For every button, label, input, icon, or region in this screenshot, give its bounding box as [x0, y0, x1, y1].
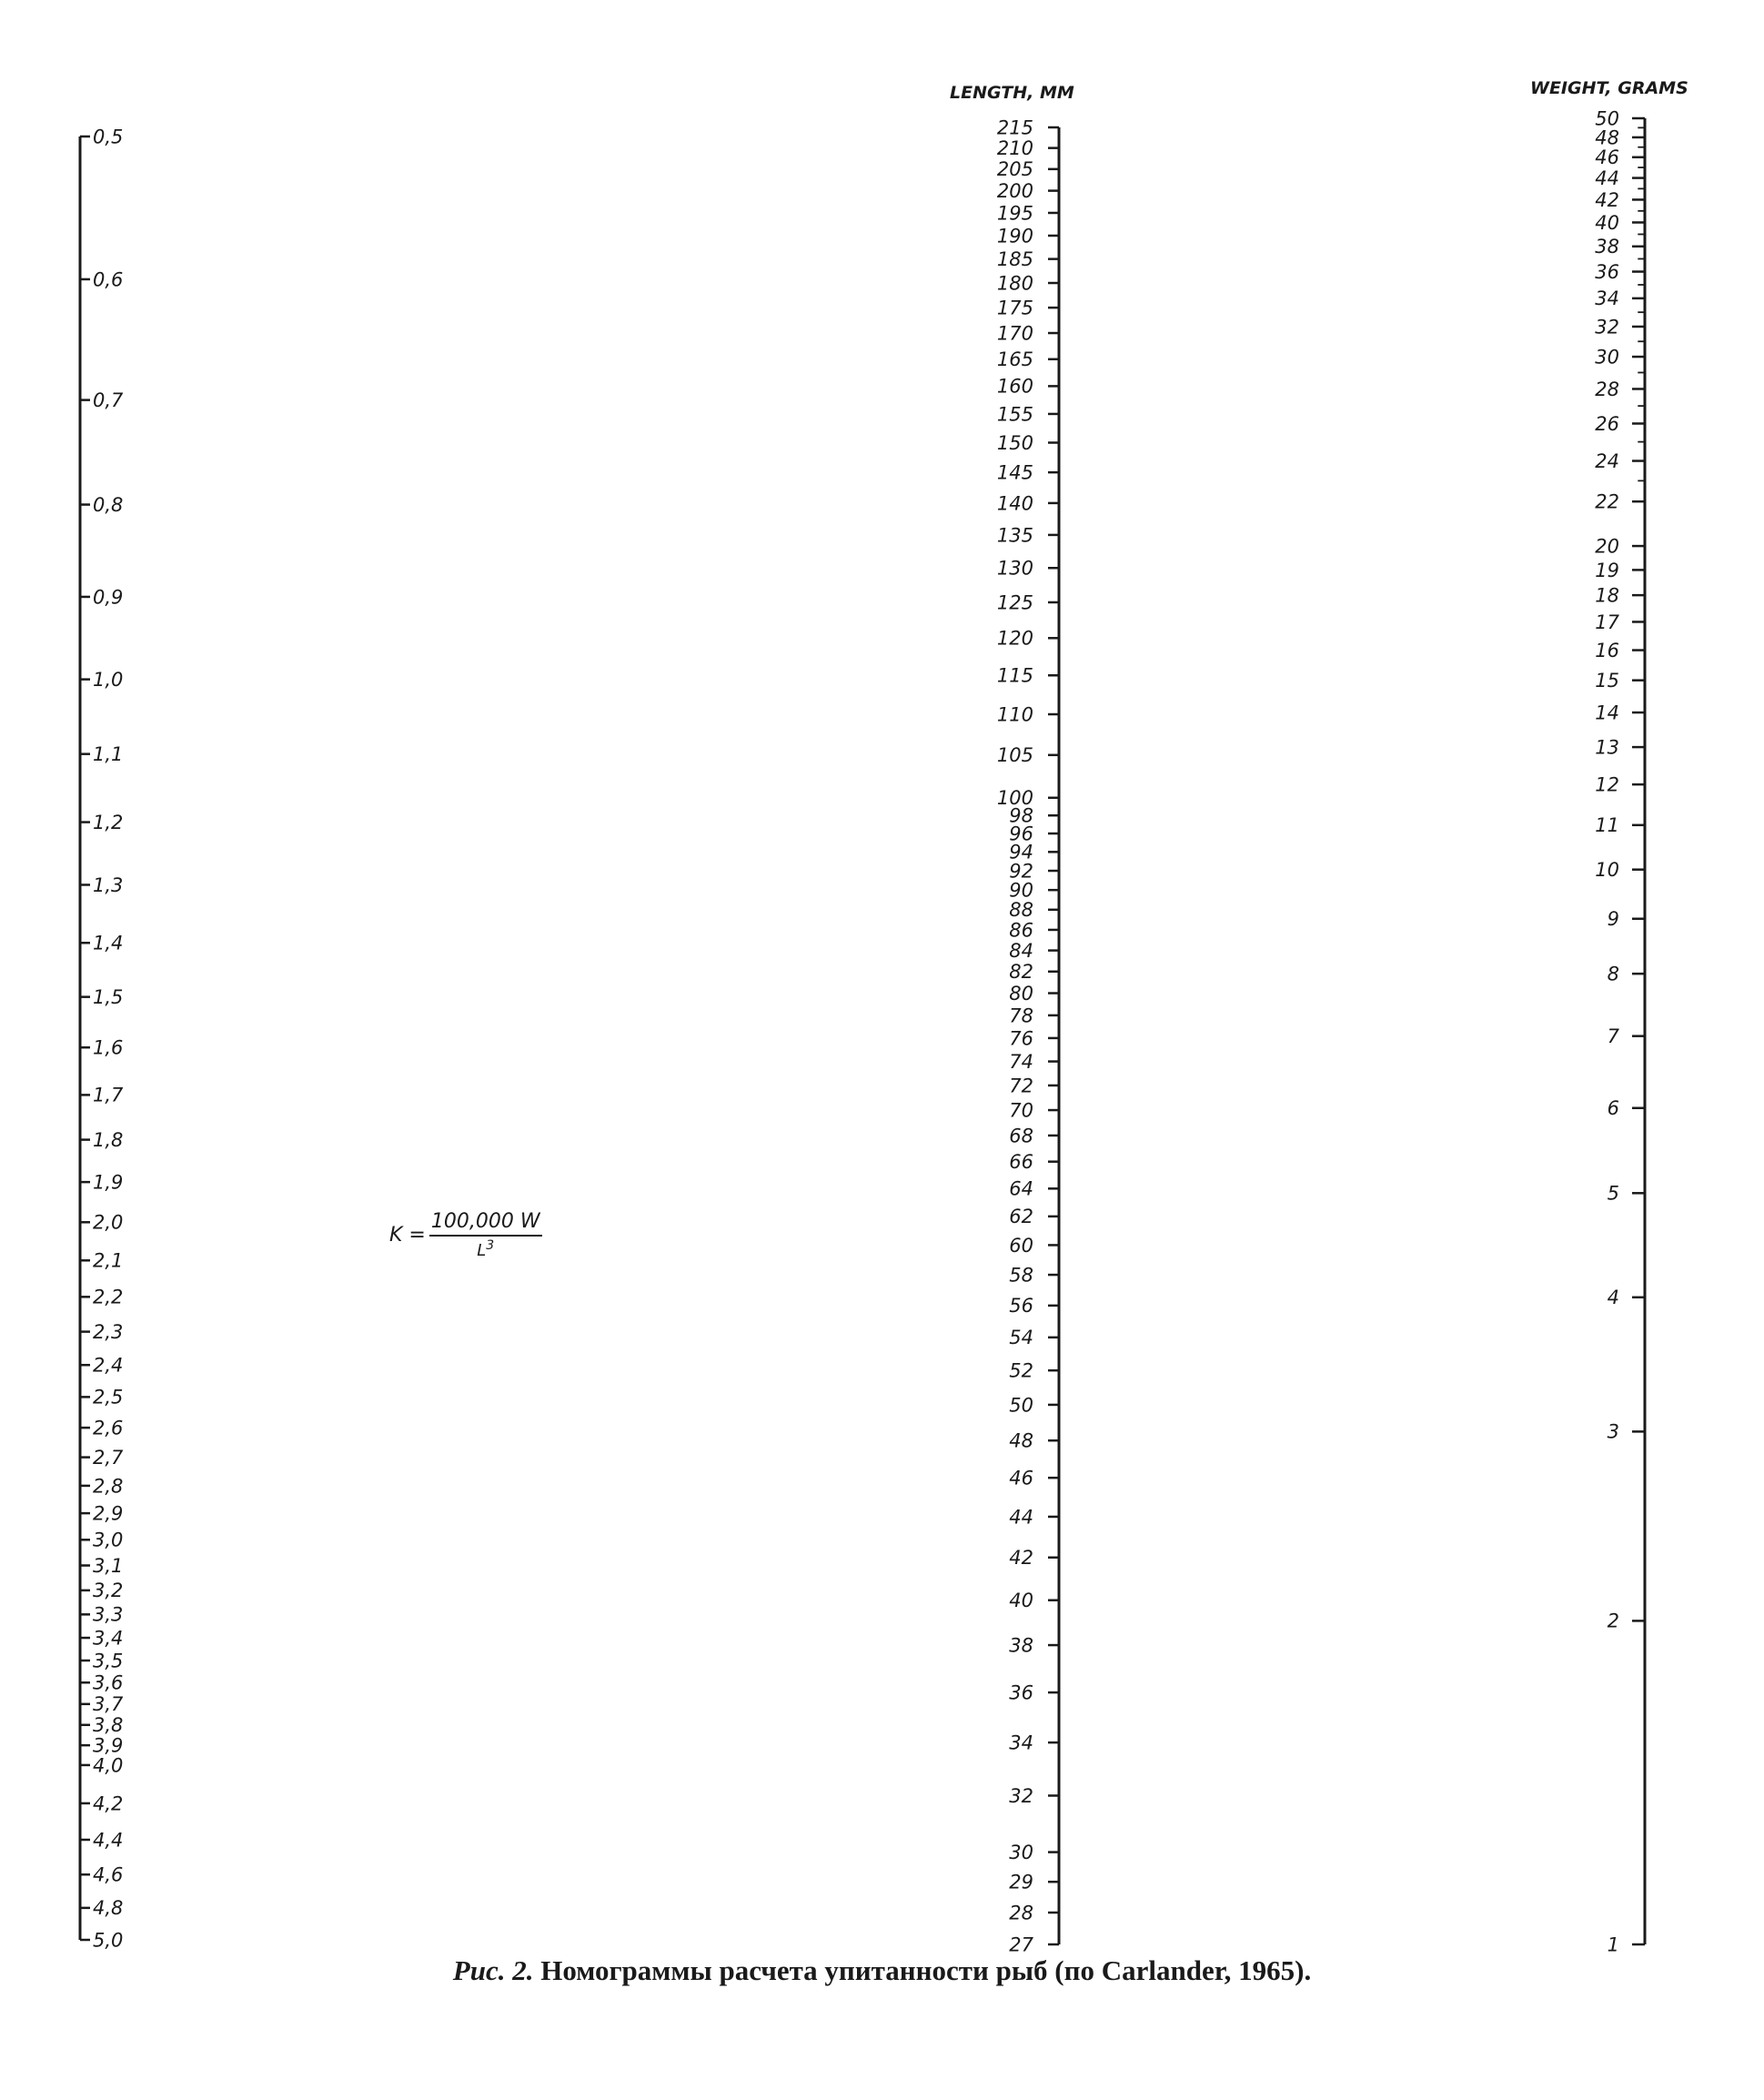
length-tick-label: 210 — [996, 136, 1033, 159]
weight-tick-label: 34 — [1595, 288, 1619, 310]
length-tick-label: 76 — [1009, 1027, 1033, 1050]
length-tick-label: 120 — [996, 627, 1033, 650]
length-tick-label: 70 — [1009, 1099, 1033, 1122]
k-tick-label: 3,4 — [93, 1627, 124, 1650]
length-scale — [997, 116, 1059, 1955]
length-tick-label: 155 — [996, 403, 1033, 426]
weight-tick-label: 9 — [1607, 908, 1619, 931]
weight-axis-title: WEIGHT, GRAMS — [1530, 78, 1688, 98]
weight-tick-label: 3 — [1607, 1420, 1619, 1443]
k-tick-label: 3,1 — [93, 1554, 124, 1577]
figure-caption — [0, 1954, 1764, 1987]
weight-tick-label: 13 — [1595, 736, 1619, 759]
caption-text: Номограммы расчета упитанности рыб (по Carlander, 1965). — [533, 1954, 1312, 1986]
length-tick-label: 98 — [1009, 804, 1033, 827]
weight-tick-label: 5 — [1607, 1182, 1619, 1205]
weight-tick-label: 48 — [1595, 126, 1619, 149]
weight-tick-label: 17 — [1595, 611, 1619, 633]
length-tick-label: 46 — [1009, 1467, 1033, 1489]
length-tick-label: 40 — [1009, 1590, 1033, 1612]
k-tick-label: 2,6 — [93, 1417, 124, 1439]
weight-tick-label: 40 — [1595, 211, 1619, 234]
weight-tick-label: 11 — [1595, 814, 1619, 837]
formula-denominator-wrap — [477, 1237, 494, 1260]
length-tick-label: 60 — [1009, 1234, 1033, 1257]
k-tick-label: 1,4 — [93, 932, 124, 954]
length-tick-label: 84 — [1009, 939, 1033, 962]
length-tick-label: 170 — [996, 322, 1033, 345]
length-tick-label: 88 — [1009, 899, 1033, 922]
length-tick-label: 94 — [1009, 841, 1033, 863]
k-tick-label: 1,2 — [93, 811, 124, 833]
length-tick-label: 100 — [996, 787, 1033, 810]
k-tick-label: 1,1 — [93, 743, 124, 766]
k-tick-label: 4,6 — [93, 1863, 124, 1886]
length-tick-label: 92 — [1009, 860, 1033, 883]
length-tick-label: 185 — [996, 247, 1033, 270]
length-tick-label: 66 — [1009, 1151, 1033, 1174]
length-tick-label: 38 — [1009, 1634, 1033, 1657]
formula-denominator: L — [477, 1241, 487, 1260]
k-tick-label: 4,2 — [93, 1792, 124, 1815]
length-tick-label: 145 — [996, 461, 1033, 484]
k-tick-label: 0,7 — [93, 389, 124, 411]
k-tick-label: 2,8 — [93, 1475, 124, 1498]
k-tick-label: 4,4 — [93, 1829, 124, 1852]
length-tick-label: 28 — [1009, 1902, 1033, 1924]
formula-numerator: 100,000 W — [429, 1210, 542, 1237]
length-tick-label: 205 — [996, 158, 1033, 181]
k-tick-label: 1,8 — [93, 1128, 124, 1151]
k-tick-label: 2,4 — [93, 1354, 124, 1377]
k-tick-label: 4,8 — [93, 1897, 124, 1920]
k-tick-label: 0,5 — [93, 126, 124, 148]
k-tick-label: 3,0 — [93, 1529, 124, 1551]
length-tick-label: 86 — [1009, 919, 1033, 942]
length-tick-label: 78 — [1009, 1005, 1033, 1027]
k-tick-label: 2,3 — [93, 1320, 124, 1343]
length-tick-label: 36 — [1009, 1681, 1033, 1704]
k-tick-label: 0,8 — [93, 493, 124, 516]
k-tick-label: 1,3 — [93, 873, 124, 896]
weight-tick-label: 30 — [1595, 346, 1619, 369]
weight-tick-label: 46 — [1595, 146, 1619, 169]
length-axis-title: LENGTH, MM — [950, 83, 1074, 103]
weight-tick-label: 20 — [1595, 535, 1619, 558]
length-tick-label: 54 — [1009, 1327, 1033, 1349]
length-tick-label: 34 — [1009, 1731, 1033, 1754]
length-tick-label: 80 — [1009, 982, 1033, 1005]
k-tick-label: 1,9 — [93, 1171, 124, 1194]
weight-tick-label: 2 — [1607, 1610, 1619, 1632]
weight-tick-label: 19 — [1595, 559, 1619, 581]
weight-tick-label: 15 — [1595, 670, 1619, 692]
length-tick-label: 56 — [1009, 1295, 1033, 1318]
length-tick-label: 50 — [1009, 1394, 1033, 1417]
length-tick-label: 30 — [1009, 1841, 1033, 1863]
length-tick-label: 62 — [1009, 1206, 1033, 1228]
length-tick-label: 130 — [996, 557, 1033, 580]
length-tick-label: 42 — [1009, 1547, 1033, 1570]
k-tick-label: 4,0 — [93, 1754, 124, 1777]
length-tick-label: 64 — [1009, 1177, 1033, 1200]
length-tick-label: 215 — [996, 116, 1033, 139]
weight-tick-label: 32 — [1595, 316, 1619, 338]
length-tick-label: 190 — [996, 225, 1033, 247]
k-tick-label: 2,9 — [93, 1502, 124, 1525]
length-tick-label: 44 — [1009, 1506, 1033, 1529]
weight-tick-label: 8 — [1607, 963, 1619, 985]
length-tick-label: 58 — [1009, 1264, 1033, 1287]
k-tick-label: 0,9 — [93, 586, 124, 609]
k-tick-label: 3,7 — [93, 1693, 124, 1716]
length-tick-label: 48 — [1009, 1429, 1033, 1452]
caption-lead: Рис. 2. — [452, 1954, 534, 1986]
k-tick-label: 3,9 — [93, 1734, 124, 1757]
length-tick-label: 165 — [996, 348, 1033, 371]
formula-lhs: K = — [389, 1224, 426, 1247]
k-tick-label: 1,6 — [93, 1036, 124, 1059]
weight-tick-label: 16 — [1595, 639, 1619, 661]
weight-tick-label: 28 — [1595, 378, 1619, 400]
length-tick-label: 74 — [1009, 1050, 1033, 1073]
weight-tick-label: 4 — [1607, 1287, 1619, 1309]
weight-tick-label: 44 — [1595, 167, 1619, 189]
weight-tick-label: 14 — [1595, 702, 1619, 724]
length-tick-label: 90 — [1009, 879, 1033, 902]
weight-tick-label: 50 — [1595, 107, 1619, 130]
k-tick-label: 2,0 — [93, 1211, 124, 1234]
weight-tick-label: 26 — [1595, 412, 1619, 435]
k-tick-label: 2,5 — [93, 1386, 124, 1408]
weight-tick-label: 6 — [1607, 1097, 1619, 1120]
weight-tick-label: 18 — [1595, 584, 1619, 607]
k-tick-label: 1,7 — [93, 1084, 124, 1106]
length-tick-label: 72 — [1009, 1075, 1033, 1097]
k-tick-label: 3,5 — [93, 1650, 124, 1672]
weight-scale — [1595, 107, 1645, 1955]
length-tick-label: 175 — [996, 297, 1033, 319]
length-tick-label: 82 — [1009, 961, 1033, 984]
condition-formula — [389, 1210, 542, 1260]
weight-tick-label: 22 — [1595, 490, 1619, 513]
k-tick-label: 2,7 — [93, 1446, 124, 1469]
k-tick-label: 0,6 — [93, 268, 124, 291]
length-tick-label: 29 — [1009, 1871, 1033, 1893]
k-tick-label: 3,8 — [93, 1714, 124, 1737]
length-tick-label: 140 — [996, 492, 1033, 515]
k-tick-label: 2,1 — [93, 1249, 124, 1272]
weight-tick-label: 7 — [1607, 1025, 1619, 1048]
k-tick-label: 1,0 — [93, 668, 124, 691]
length-tick-label: 125 — [996, 591, 1033, 614]
k-tick-label: 2,2 — [93, 1286, 124, 1308]
k-tick-label: 3,2 — [93, 1580, 124, 1602]
k-tick-label: 3,3 — [93, 1603, 124, 1626]
length-tick-label: 180 — [996, 272, 1033, 295]
weight-tick-label: 42 — [1595, 188, 1619, 211]
k-tick-label: 1,5 — [93, 986, 124, 1009]
length-tick-label: 150 — [996, 431, 1033, 454]
length-tick-label: 195 — [996, 202, 1033, 225]
length-tick-label: 52 — [1009, 1359, 1033, 1382]
length-tick-label: 135 — [996, 524, 1033, 547]
k-tick-label: 3,6 — [93, 1671, 124, 1694]
length-tick-label: 27 — [1009, 1933, 1033, 1956]
k-scale — [80, 126, 124, 1951]
formula-fraction — [429, 1210, 542, 1260]
length-tick-label: 200 — [996, 179, 1033, 202]
weight-tick-label: 12 — [1595, 773, 1619, 796]
length-tick-label: 110 — [996, 703, 1033, 726]
formula-exponent: 3 — [486, 1238, 495, 1253]
length-tick-label: 105 — [996, 744, 1033, 767]
weight-tick-label: 1 — [1607, 1933, 1619, 1956]
length-tick-label: 160 — [996, 375, 1033, 398]
length-tick-label: 32 — [1009, 1784, 1033, 1807]
length-tick-label: 68 — [1009, 1125, 1033, 1147]
k-tick-label: 5,0 — [93, 1929, 124, 1952]
weight-tick-label: 38 — [1595, 236, 1619, 258]
weight-tick-label: 36 — [1595, 260, 1619, 283]
weight-tick-label: 24 — [1595, 449, 1619, 472]
length-tick-label: 115 — [996, 664, 1033, 687]
weight-tick-label: 10 — [1595, 859, 1619, 882]
length-tick-label: 96 — [1009, 823, 1033, 845]
